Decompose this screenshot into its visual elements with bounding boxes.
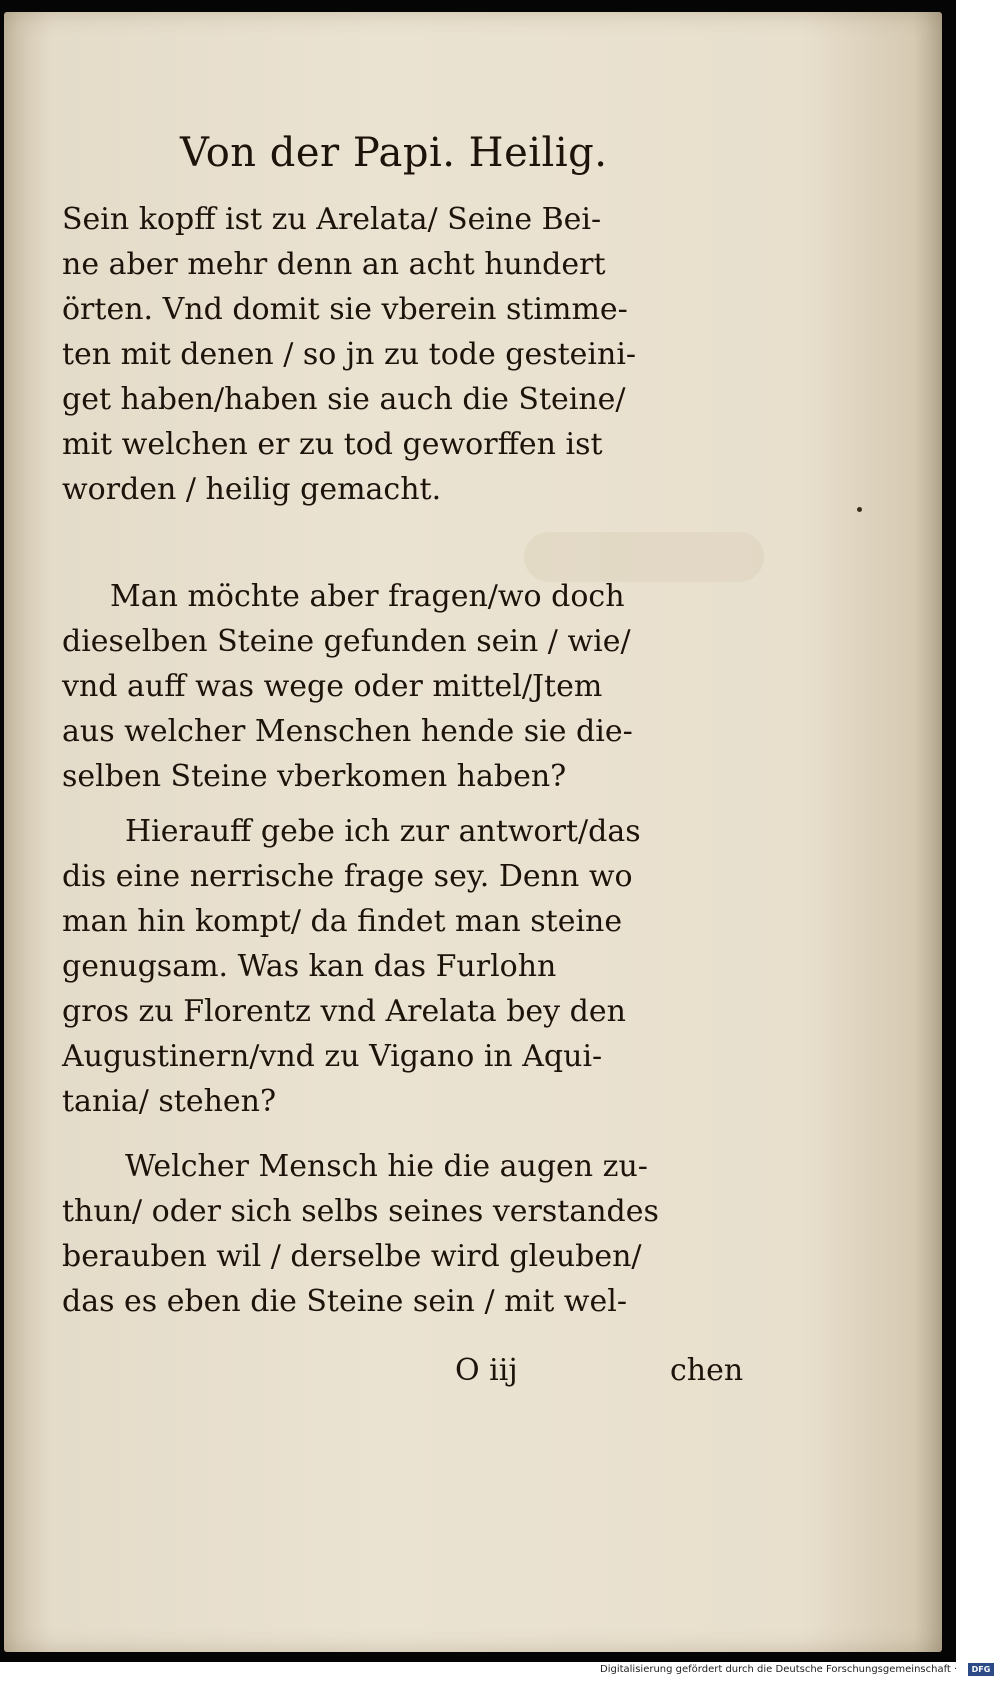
text-line: worden / heilig gemacht. (62, 472, 442, 507)
text-line: dieselben Steine gefunden sein / wie/ (62, 624, 631, 659)
text-line: örten. Vnd domit sie vberein stimme- (62, 292, 628, 327)
text-line: gros zu Florentz vnd Arelata bey den (62, 994, 626, 1029)
text-line: tania/ stehen? (62, 1084, 277, 1119)
text-line: mit welchen er zu tod geworffen ist (62, 427, 603, 462)
ink-speck (857, 507, 862, 512)
text-line: man hin kompt/ da findet man steine (62, 904, 623, 939)
text-line: ten mit denen / so jn zu tode gesteini- (62, 337, 637, 372)
text-line: selben Steine vberkomen haben? (62, 759, 567, 794)
text-line: get haben/haben sie auch die Steine/ (62, 382, 626, 417)
text-line: Welcher Mensch hie die augen zu- (125, 1149, 648, 1184)
text-line: Hierauff gebe ich zur antwort/das (125, 814, 641, 849)
text-line: berauben wil / derselbe wird gleuben/ (62, 1239, 642, 1274)
text-line: das es eben die Steine sein / mit wel- (62, 1284, 627, 1319)
text-line: Man möchte aber fragen/wo doch (110, 579, 625, 614)
dfg-logo: DFG (968, 1663, 994, 1676)
running-header: Von der Papi. Heilig. (180, 130, 608, 176)
text-line: thun/ oder sich selbs seines verstandes (62, 1194, 659, 1229)
catchword: chen (670, 1353, 744, 1388)
text-line: genugsam. Was kan das Furlohn (62, 949, 557, 984)
text-line: ne aber mehr denn an acht hundert (62, 247, 606, 282)
text-line: vnd auff was wege oder mittel/Jtem (62, 669, 603, 704)
text-line: Augustinern/vnd zu Vigano in Aqui- (62, 1039, 603, 1074)
text-line: aus welcher Menschen hende sie die- (62, 714, 633, 749)
signature-mark: O iij (455, 1353, 518, 1388)
digitization-credit: Digitalisierung gefördert durch die Deutsche Forschungsgemeinschaft · (600, 1664, 958, 1675)
text-line: dis eine nerrische frage sey. Denn wo (62, 859, 633, 894)
text-line: Sein kopff ist zu Arelata/ Seine Bei- (62, 202, 602, 237)
